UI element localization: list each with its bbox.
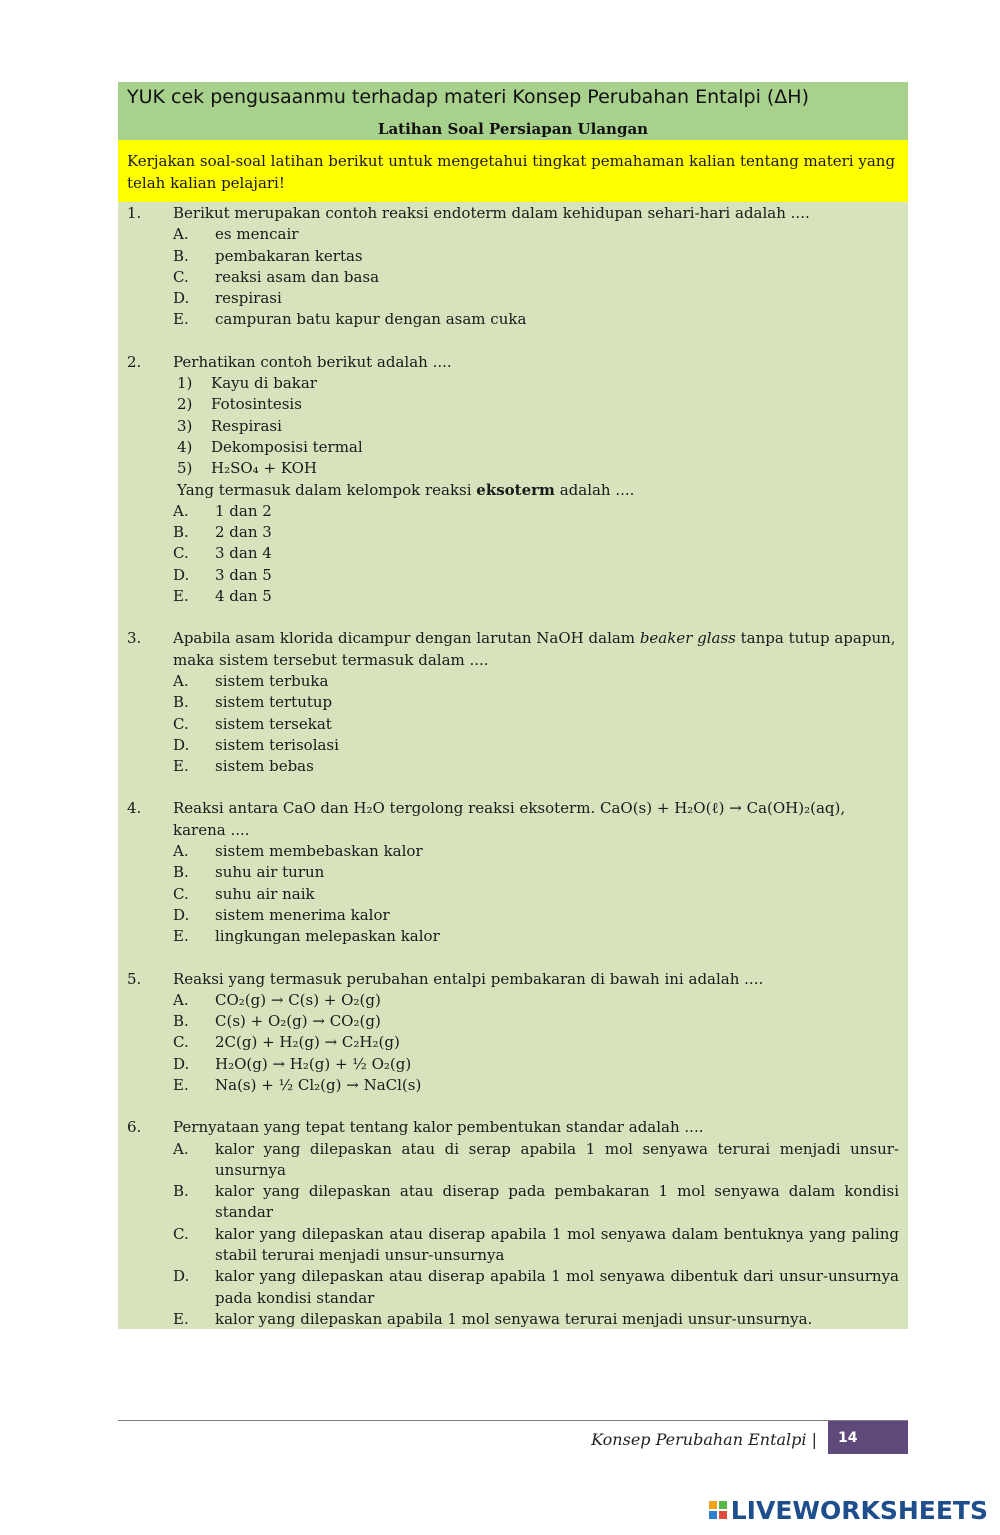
option-letter: C.: [173, 1033, 189, 1052]
item-number: 3): [177, 416, 193, 435]
option-d[interactable]: [118, 288, 908, 309]
option-text: Na(s) + ½ Cl₂(g) → NaCl(s): [215, 1075, 422, 1094]
note-text: adalah ....: [554, 480, 635, 499]
option-e[interactable]: [118, 1075, 908, 1096]
option-a[interactable]: [118, 990, 908, 1011]
option-letter: A.: [173, 671, 189, 690]
option-text: 4 dan 5: [215, 587, 272, 606]
option-text: CO₂(g) → C(s) + O₂(g): [215, 990, 381, 1009]
liveworksheets-brand[interactable]: [709, 1494, 988, 1526]
option-c[interactable]: [118, 714, 908, 735]
question-2: [118, 352, 908, 608]
option-letter: C.: [173, 884, 189, 903]
stem-italic: beaker glass: [639, 629, 736, 648]
option-a[interactable]: [118, 671, 908, 692]
option-letter: C.: [173, 714, 189, 733]
question-3: [118, 628, 908, 777]
brand-name: LIVEWORKSHEETS: [730, 1495, 988, 1525]
option-text: sistem terisolasi: [215, 735, 339, 754]
option-e[interactable]: [118, 586, 908, 607]
item-text: Fotosintesis: [211, 395, 302, 414]
option-letter: D.: [173, 289, 190, 308]
question-number: 4.: [127, 799, 142, 818]
option-text: respirasi: [215, 289, 282, 308]
option-letter: E.: [173, 757, 189, 776]
option-d[interactable]: [118, 1266, 908, 1309]
stem-text: Apabila asam klorida dicampur dengan larutan NaOH dalam: [173, 629, 640, 648]
option-text: 3 dan 5: [215, 565, 272, 584]
option-text: campuran batu kapur dengan asam cuka: [215, 310, 527, 329]
option-e[interactable]: [118, 756, 908, 777]
item-number: 2): [177, 395, 193, 414]
item-number: 5): [177, 459, 193, 478]
option-letter: E.: [173, 927, 189, 946]
worksheet-title: YUK cek pengusaanmu terhadap materi Konsep Perubahan Entalpi (ΔH): [127, 86, 809, 108]
option-text: es mencair: [215, 225, 299, 244]
option-letter: E.: [173, 1075, 189, 1094]
question-number: 3.: [127, 629, 142, 648]
page-number: 14: [828, 1421, 908, 1454]
question-number: 6.: [127, 1118, 142, 1137]
item-number: 1): [177, 374, 193, 393]
option-letter: A.: [173, 225, 189, 244]
list-item: [118, 458, 908, 479]
option-d[interactable]: [118, 905, 908, 926]
option-c[interactable]: [118, 1032, 908, 1053]
option-letter: A.: [173, 990, 189, 1009]
option-letter: E.: [173, 1309, 189, 1328]
question-number: 5.: [127, 969, 142, 988]
item-text: Respirasi: [211, 416, 282, 435]
option-d[interactable]: [118, 735, 908, 756]
option-text: kalor yang dilepaskan atau diserap apabila 1 mol senyawa dibentuk dari unsur-unsurnya pada kondisi standar: [215, 1267, 899, 1307]
option-text: 1 dan 2: [215, 501, 272, 520]
option-text: sistem bebas: [215, 757, 314, 776]
option-text: kalor yang dilepaskan atau diserap pada pembakaran 1 mol senyawa dalam kondisi standar: [215, 1182, 899, 1222]
option-letter: C.: [173, 1224, 189, 1243]
question-stem: Reaksi yang termasuk perubahan entalpi pembakaran di bawah ini adalah ....: [173, 969, 764, 988]
worksheet-subtitle: Latihan Soal Persiapan Ulangan: [377, 120, 649, 138]
question-5: [118, 969, 908, 1097]
question-stem: Perhatikan contoh berikut adalah ....: [173, 352, 452, 371]
option-text: suhu air naik: [215, 884, 315, 903]
option-text: H₂O(g) → H₂(g) + ½ O₂(g): [215, 1054, 412, 1073]
option-text: lingkungan melepaskan kalor: [215, 927, 440, 946]
option-c[interactable]: [118, 267, 908, 288]
question-number: 2.: [127, 352, 142, 371]
option-c[interactable]: [118, 884, 908, 905]
option-letter: D.: [173, 1054, 190, 1073]
option-letter: B.: [173, 863, 189, 882]
option-b[interactable]: [118, 522, 908, 543]
question-6: [118, 1117, 908, 1330]
option-letter: A.: [173, 842, 189, 861]
question-stem: [173, 628, 899, 671]
option-text: C(s) + O₂(g) → CO₂(g): [215, 1012, 381, 1031]
list-item: [118, 416, 908, 437]
option-b[interactable]: [118, 692, 908, 713]
question-note: [118, 480, 908, 501]
footer-divider: [118, 1420, 908, 1421]
option-d[interactable]: [118, 565, 908, 586]
option-letter: D.: [173, 735, 190, 754]
option-a[interactable]: [118, 841, 908, 862]
option-text: 3 dan 4: [215, 544, 272, 563]
list-item: [118, 373, 908, 394]
item-number: 4): [177, 437, 193, 456]
option-e[interactable]: [118, 926, 908, 947]
option-text: kalor yang dilepaskan atau diserap apabila 1 mol senyawa dalam bentuknya yang paling stabil terurai menjadi unsur-unsurnya: [215, 1224, 899, 1265]
header-banner: [118, 82, 908, 140]
questions-area: [118, 202, 908, 1329]
item-text: Dekomposisi termal: [211, 437, 363, 456]
option-text: sistem membebaskan kalor: [215, 842, 423, 861]
list-item: [118, 394, 908, 415]
option-letter: C.: [173, 544, 189, 563]
note-text: Yang termasuk dalam kelompok reaksi: [177, 480, 477, 499]
option-text: 2 dan 3: [215, 523, 272, 542]
option-a[interactable]: [118, 224, 908, 245]
question-1: [118, 203, 908, 331]
question-number: 1.: [127, 204, 142, 222]
option-b[interactable]: [118, 1181, 908, 1224]
option-a[interactable]: [118, 1139, 908, 1182]
option-letter: D.: [173, 565, 190, 584]
option-letter: A.: [173, 1139, 189, 1158]
option-letter: B.: [173, 246, 189, 265]
option-text: sistem tertutup: [215, 693, 333, 712]
option-text: 2C(g) + H₂(g) → C₂H₂(g): [215, 1033, 400, 1052]
option-text: suhu air turun: [215, 863, 325, 882]
note-bold: eksoterm: [476, 480, 555, 499]
footer-title: Konsep Perubahan Entalpi |: [591, 1430, 817, 1449]
item-text: Kayu di bakar: [211, 374, 317, 393]
option-letter: A.: [173, 501, 189, 520]
option-d[interactable]: [118, 1054, 908, 1075]
question-4: [118, 798, 908, 947]
question-stem: Pernyataan yang tepat tentang kalor pembentukan standar adalah ....: [173, 1118, 704, 1137]
option-b[interactable]: [118, 1011, 908, 1032]
option-c[interactable]: [118, 1224, 908, 1267]
option-text: sistem tersekat: [215, 714, 332, 733]
option-letter: C.: [173, 267, 189, 286]
option-c[interactable]: [118, 543, 908, 564]
stem-text: tanpa tutup apapun, maka sistem tersebut termasuk dalam ....: [173, 629, 896, 669]
option-letter: E.: [173, 310, 189, 329]
option-text: sistem terbuka: [215, 671, 329, 690]
list-item: [118, 437, 908, 458]
option-text: kalor yang dilepaskan apabila 1 mol senyawa terurai menjadi unsur-unsurnya.: [215, 1309, 813, 1328]
option-b[interactable]: [118, 246, 908, 267]
option-a[interactable]: [118, 501, 908, 522]
option-letter: D.: [173, 905, 190, 924]
question-stem: Reaksi antara CaO dan H₂O tergolong reaksi eksoterm. CaO(s) + H₂O(ℓ) → Ca(OH)₂(aq), karena ....: [173, 799, 846, 839]
option-text: reaksi asam dan basa: [215, 267, 380, 286]
option-letter: D.: [173, 1267, 190, 1286]
worksheet: [118, 82, 908, 1329]
option-letter: B.: [173, 693, 189, 712]
option-letter: E.: [173, 587, 189, 606]
option-letter: B.: [173, 1012, 189, 1031]
option-e[interactable]: [118, 1309, 908, 1330]
option-e[interactable]: [118, 309, 908, 330]
instruction-box: Kerjakan soal-soal latihan berikut untuk mengetahui tingkat pemahaman kalian tentang materi yang telah kalian pelajari!: [118, 140, 908, 202]
option-letter: B.: [173, 1182, 189, 1201]
option-text: kalor yang dilepaskan atau di serap apabila 1 mol senyawa terurai menjadi unsur-unsurnya: [215, 1139, 899, 1179]
item-text: H₂SO₄ + KOH: [211, 459, 317, 478]
question-stem: Berikut merupakan contoh reaksi endoterm dalam kehidupan sehari-hari adalah ....: [173, 204, 810, 222]
option-b[interactable]: [118, 862, 908, 883]
option-text: sistem menerima kalor: [215, 905, 390, 924]
option-letter: B.: [173, 523, 189, 542]
liveworksheets-logo-icon: [709, 1501, 727, 1519]
option-text: pembakaran kertas: [215, 246, 363, 265]
